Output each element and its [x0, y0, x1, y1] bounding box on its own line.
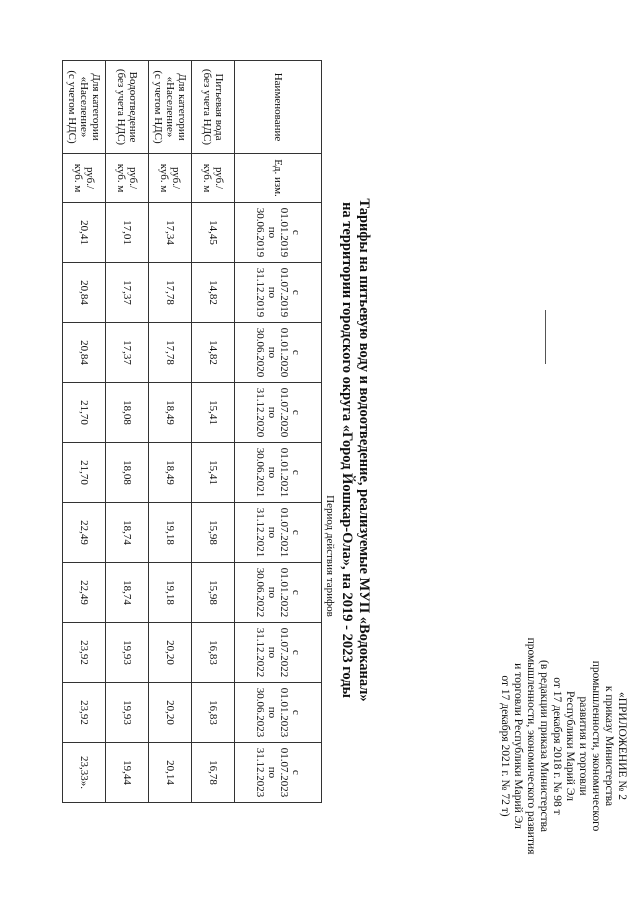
appendix-line: от 17 декабря 2018 г. № 98 т — [551, 677, 563, 815]
title-line-1: Тарифы на питьевую воду и водоотведение, реализуемые МУП «Водоканал» — [356, 198, 372, 702]
tariff-value: 20,20 — [149, 683, 192, 743]
period-header: с 01.07.2020 по 31.12.2020 — [235, 383, 322, 443]
row-unit: руб./ куб. м — [192, 154, 235, 203]
tariff-value: 17,37 — [106, 263, 149, 323]
appendix-line: промышленности, экономического развития — [525, 637, 537, 855]
tariff-table — [62, 60, 322, 803]
period-header: с 01.01.2023 по 30.06.2023 — [235, 683, 322, 743]
margin-rule — [545, 310, 546, 364]
appendix-line: развития и торговли — [577, 696, 589, 796]
period-label: Период действия тарифов — [324, 495, 336, 617]
period-header: с 01.01.2020 по 30.06.2020 — [235, 323, 322, 383]
row-name: Питьевая вода (без учета НДС) — [192, 61, 235, 154]
tariff-value: 20,84 — [63, 323, 106, 383]
tariff-value: 23,92 — [63, 623, 106, 683]
period-header: с 01.07.2019 по 31.12.2019 — [235, 263, 322, 323]
tariff-value: 14,82 — [192, 323, 235, 383]
tariff-value: 18,74 — [106, 503, 149, 563]
tariff-value: 14,82 — [192, 263, 235, 323]
tariff-value: 14,45 — [192, 203, 235, 263]
tariff-value: 20,14 — [149, 743, 192, 803]
tariff-value: 18,74 — [106, 563, 149, 623]
period-header: с 01.01.2021 по 30.06.2021 — [235, 443, 322, 503]
header-unit: Ед. изм. — [235, 154, 322, 203]
tariff-value: 15,41 — [192, 383, 235, 443]
tariff-value: 19,93 — [106, 623, 149, 683]
tariff-value: 18,08 — [106, 443, 149, 503]
period-header: с 01.01.2022 по 30.06.2022 — [235, 563, 322, 623]
appendix-line: и торговли Республики Марий Эл — [512, 663, 524, 829]
row-name: Для категории «Население» (с учетом НДС) — [149, 61, 192, 154]
row-unit: руб./ куб. м — [63, 154, 106, 203]
tariff-value: 18,49 — [149, 383, 192, 443]
table-row — [149, 61, 192, 803]
title-line-2: на территории городского округа «Город Йошкар-Ола», на 2019 - 2023 годы — [339, 202, 355, 698]
tariff-value: 15,41 — [192, 443, 235, 503]
appendix-line: от 17 декабря 2021 г. № 72 т) — [499, 675, 511, 817]
tariff-value: 20,41 — [63, 203, 106, 263]
table-row — [192, 61, 235, 803]
tariff-value: 20,84 — [63, 263, 106, 323]
tariff-value: 23,92 — [63, 683, 106, 743]
tariff-value: 21,70 — [63, 383, 106, 443]
table-row — [63, 61, 106, 803]
period-header: с 01.07.2023 по 31.12.2023 — [235, 743, 322, 803]
header-name: Наименование — [235, 61, 322, 154]
appendix-line: к приказу Министерства — [603, 685, 615, 807]
period-header: с 01.01.2019 по 30.06.2019 — [235, 203, 322, 263]
tariff-value: 18,49 — [149, 443, 192, 503]
row-unit: руб./ куб. м — [106, 154, 149, 203]
tariff-value: 22,49 — [63, 503, 106, 563]
tariff-value: 15,98 — [192, 503, 235, 563]
tariff-value: 17,37 — [106, 323, 149, 383]
tariff-value: 16,83 — [192, 623, 235, 683]
table-row — [106, 61, 149, 803]
row-name: Для категории «Население» (с учетом НДС) — [63, 61, 106, 154]
tariff-value: 23,33». — [63, 743, 106, 803]
tariff-value: 19,18 — [149, 503, 192, 563]
tariff-value: 19,44 — [106, 743, 149, 803]
tariff-value: 19,93 — [106, 683, 149, 743]
row-name: Водоотведение (без учета НДС) — [106, 61, 149, 154]
document-title — [338, 80, 372, 820]
appendix-line: (в редакции приказа Министерства — [538, 659, 550, 832]
period-header: с 01.07.2021 по 31.12.2021 — [235, 503, 322, 563]
tariff-value: 16,78 — [192, 743, 235, 803]
tariff-value: 17,78 — [149, 323, 192, 383]
tariff-value: 21,70 — [63, 443, 106, 503]
tariff-value: 16,83 — [192, 683, 235, 743]
period-header: с 01.07.2022 по 31.12.2022 — [235, 623, 322, 683]
appendix-line: «ПРИЛОЖЕНИЕ № 2 — [616, 691, 628, 800]
tariff-value: 17,78 — [149, 263, 192, 323]
tariff-value: 22,49 — [63, 563, 106, 623]
tariff-value: 20,20 — [149, 623, 192, 683]
tariff-value: 17,01 — [106, 203, 149, 263]
appendix-line: Республики Марий Эл — [564, 690, 576, 801]
tariff-value: 17,34 — [149, 203, 192, 263]
appendix-line: промышленности, экономического — [590, 660, 602, 832]
table-header-row — [235, 61, 322, 803]
tariff-value: 18,08 — [106, 383, 149, 443]
appendix-block — [498, 631, 628, 861]
tariff-value: 19,18 — [149, 563, 192, 623]
tariff-value: 15,98 — [192, 563, 235, 623]
row-unit: руб./ куб. м — [149, 154, 192, 203]
